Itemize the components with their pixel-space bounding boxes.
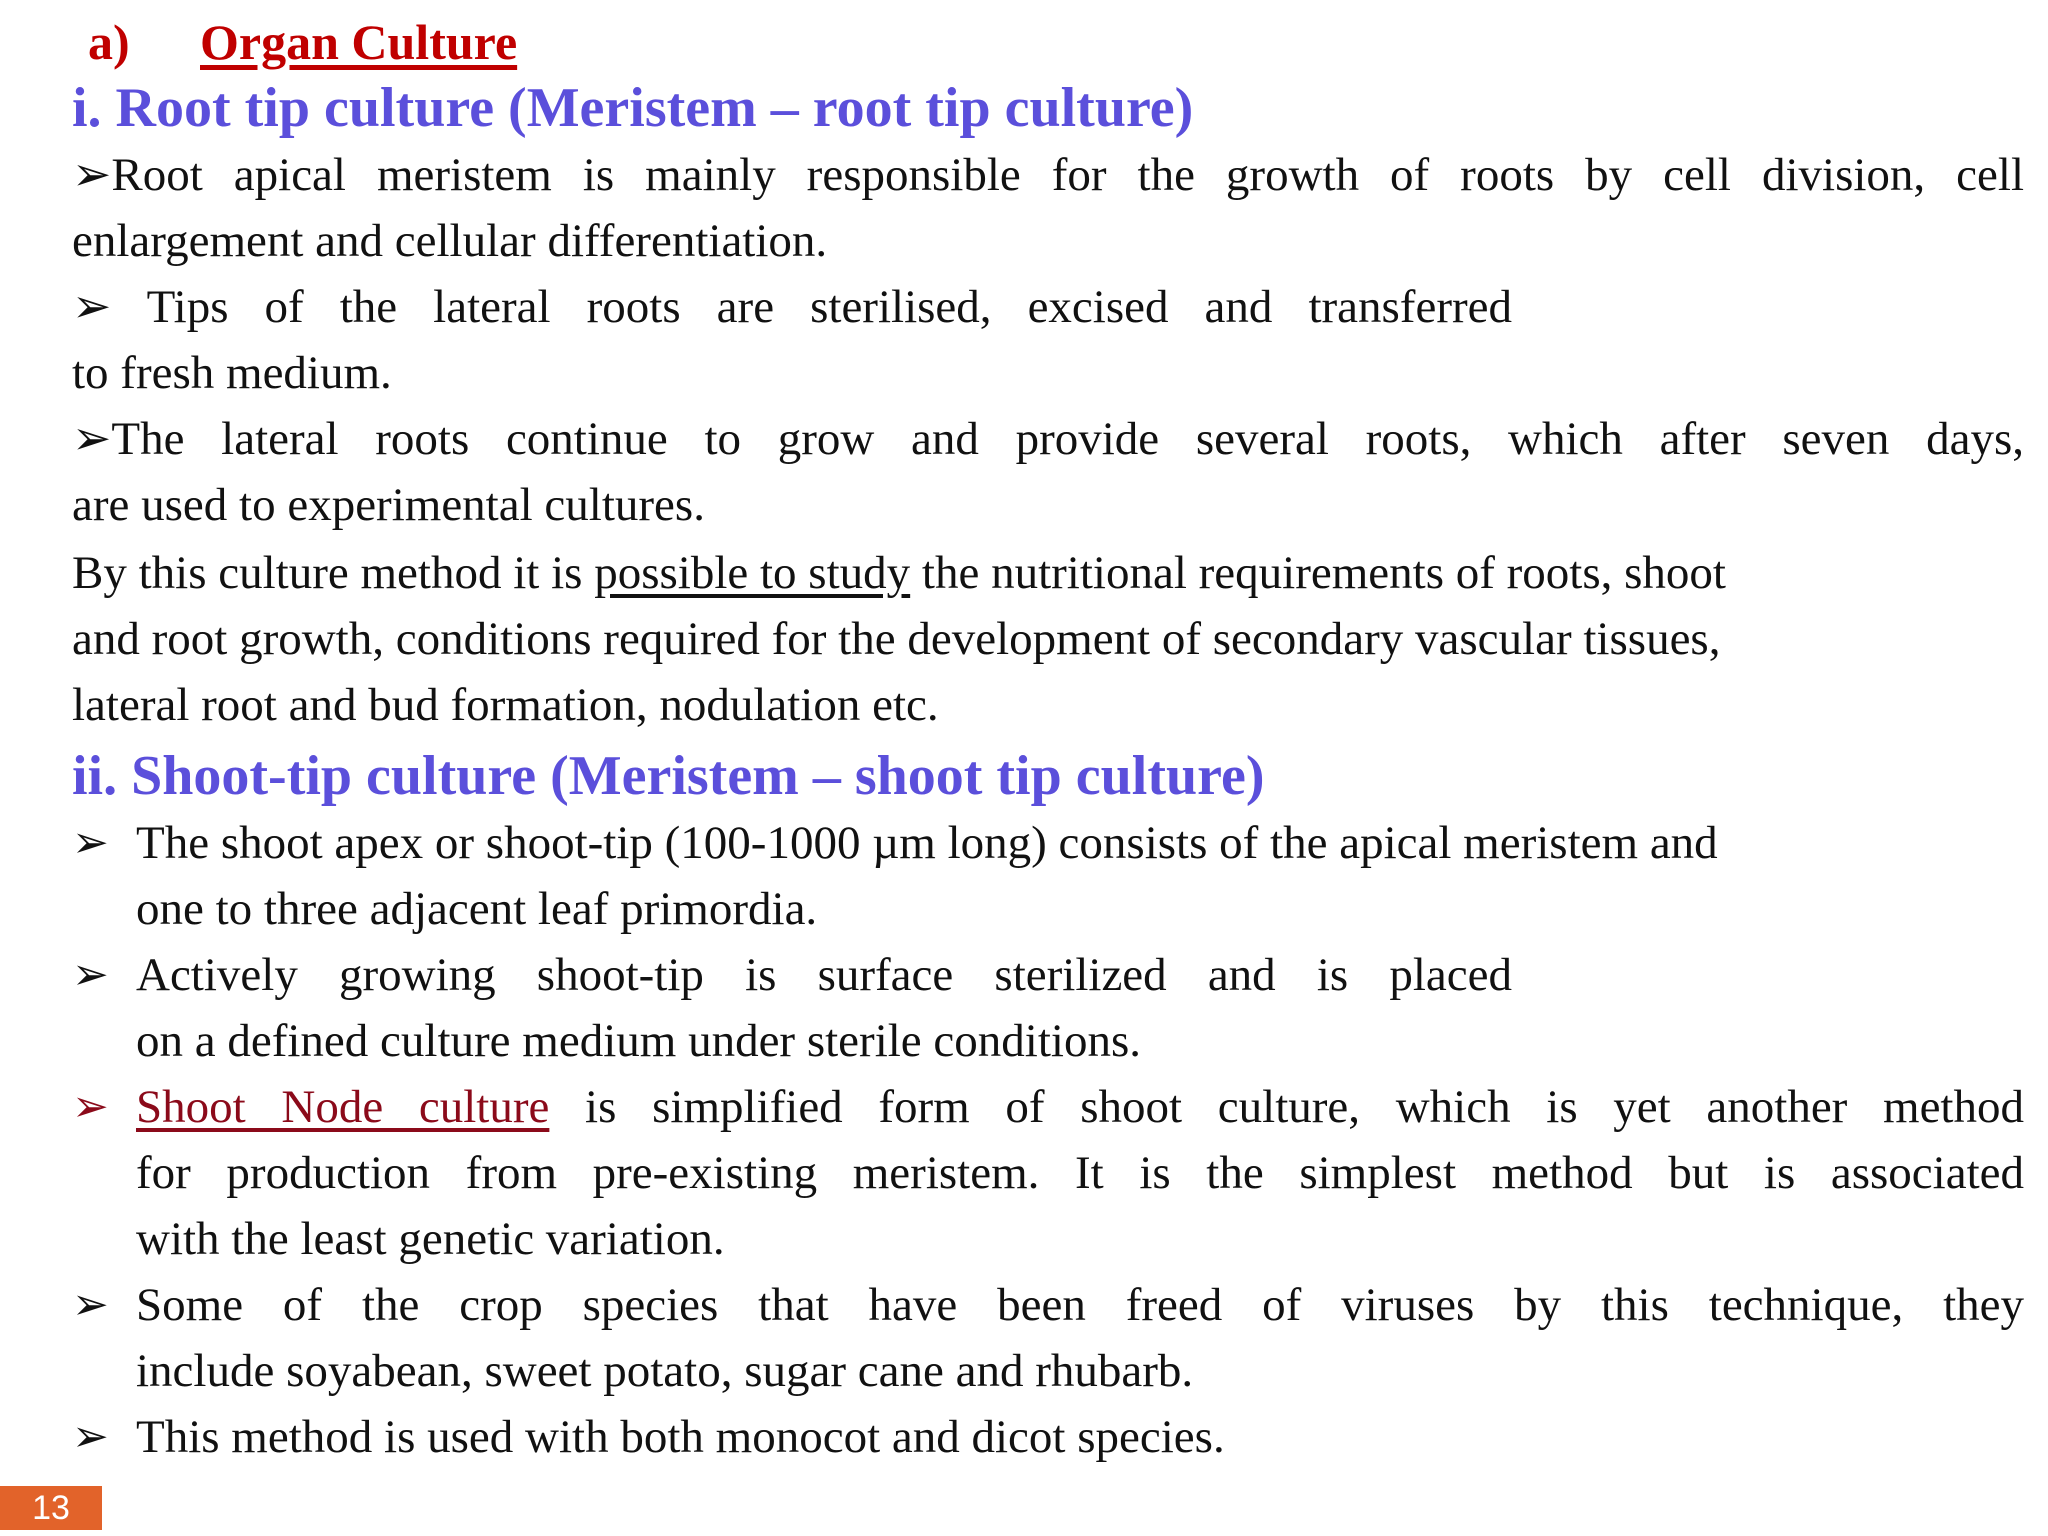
section-title-root-tip: i. Root tip culture (Meristem – root tip culture)	[72, 77, 1194, 139]
root-bullet-3-line-2: are used to experimental cultures.	[72, 479, 705, 531]
root-bullet-1-line-2: enlargement and cellular differentiation.	[72, 215, 828, 267]
shoot-bullet-2-line-2: on a defined culture medium under sterile conditions.	[136, 1015, 1141, 1067]
root-paragraph-line-1: By this culture method it is possible to study the nutritional requirements of roots, shoot	[72, 547, 1726, 599]
bullet-arrow-icon: ➢	[72, 1280, 109, 1329]
shoot-bullet-3-line-2: for production from pre-existing meristem. It is the simplest method but is associated	[136, 1147, 2024, 1199]
bullet-arrow-icon: ➢	[72, 281, 112, 333]
bullet-arrow-icon: ➢	[72, 818, 109, 867]
underlined-phrase: possible to study	[594, 547, 911, 599]
shoot-bullet-1-line-1: The shoot apex or shoot-tip (100-1000 µm long) consists of the apical meristem and	[136, 817, 1718, 869]
heading-title: Organ Culture	[200, 14, 518, 70]
section-title-shoot-tip: ii. Shoot-tip culture (Meristem – shoot tip culture)	[72, 745, 1265, 807]
shoot-bullet-3-line-3: with the least genetic variation.	[136, 1213, 725, 1265]
bullet-arrow-icon: ➢	[72, 413, 112, 465]
bullet-arrow-icon: ➢	[72, 950, 109, 999]
shoot-bullet-5-line-1: This method is used with both monocot and dicot species.	[136, 1411, 1225, 1463]
root-bullet-1-line-1: ➢Root apical meristem is mainly responsible for the growth of roots by cell division, cell	[72, 149, 2024, 201]
bullet-arrow-icon: ➢	[72, 149, 112, 201]
page-number-badge: 13	[0, 1486, 102, 1530]
root-paragraph-line-2: and root growth, conditions required for the development of secondary vascular tissues,	[72, 613, 1721, 665]
bullet-arrow-icon: ➢	[72, 1412, 109, 1461]
shoot-bullet-4-line-1: Some of the crop species that have been freed of viruses by this technique, they	[136, 1279, 2024, 1331]
shoot-bullet-4-line-2: include soyabean, sweet potato, sugar cane and rhubarb.	[136, 1345, 1194, 1397]
root-bullet-3-line-1: ➢The lateral roots continue to grow and provide several roots, which after seven days,	[72, 413, 2024, 465]
root-paragraph-line-3: lateral root and bud formation, nodulation etc.	[72, 679, 939, 731]
heading-letter: a)	[88, 14, 130, 70]
bullet-arrow-icon: ➢	[72, 1082, 109, 1131]
shoot-bullet-1-line-2: one to three adjacent leaf primordia.	[136, 883, 818, 935]
shoot-bullet-3-line-1: Shoot Node culture is simplified form of shoot culture, which is yet another method	[136, 1081, 2024, 1133]
shoot-bullet-2-line-1: Actively growing shoot-tip is surface sterilized and is placed	[136, 949, 1512, 1001]
shoot-node-culture-link[interactable]: Shoot Node culture	[136, 1081, 550, 1133]
root-bullet-2-line-2: to fresh medium.	[72, 347, 392, 399]
organ-culture-heading	[88, 6, 517, 78]
root-bullet-2-line-1: ➢ Tips of the lateral roots are sterilised, excised and transferred	[72, 281, 1512, 333]
